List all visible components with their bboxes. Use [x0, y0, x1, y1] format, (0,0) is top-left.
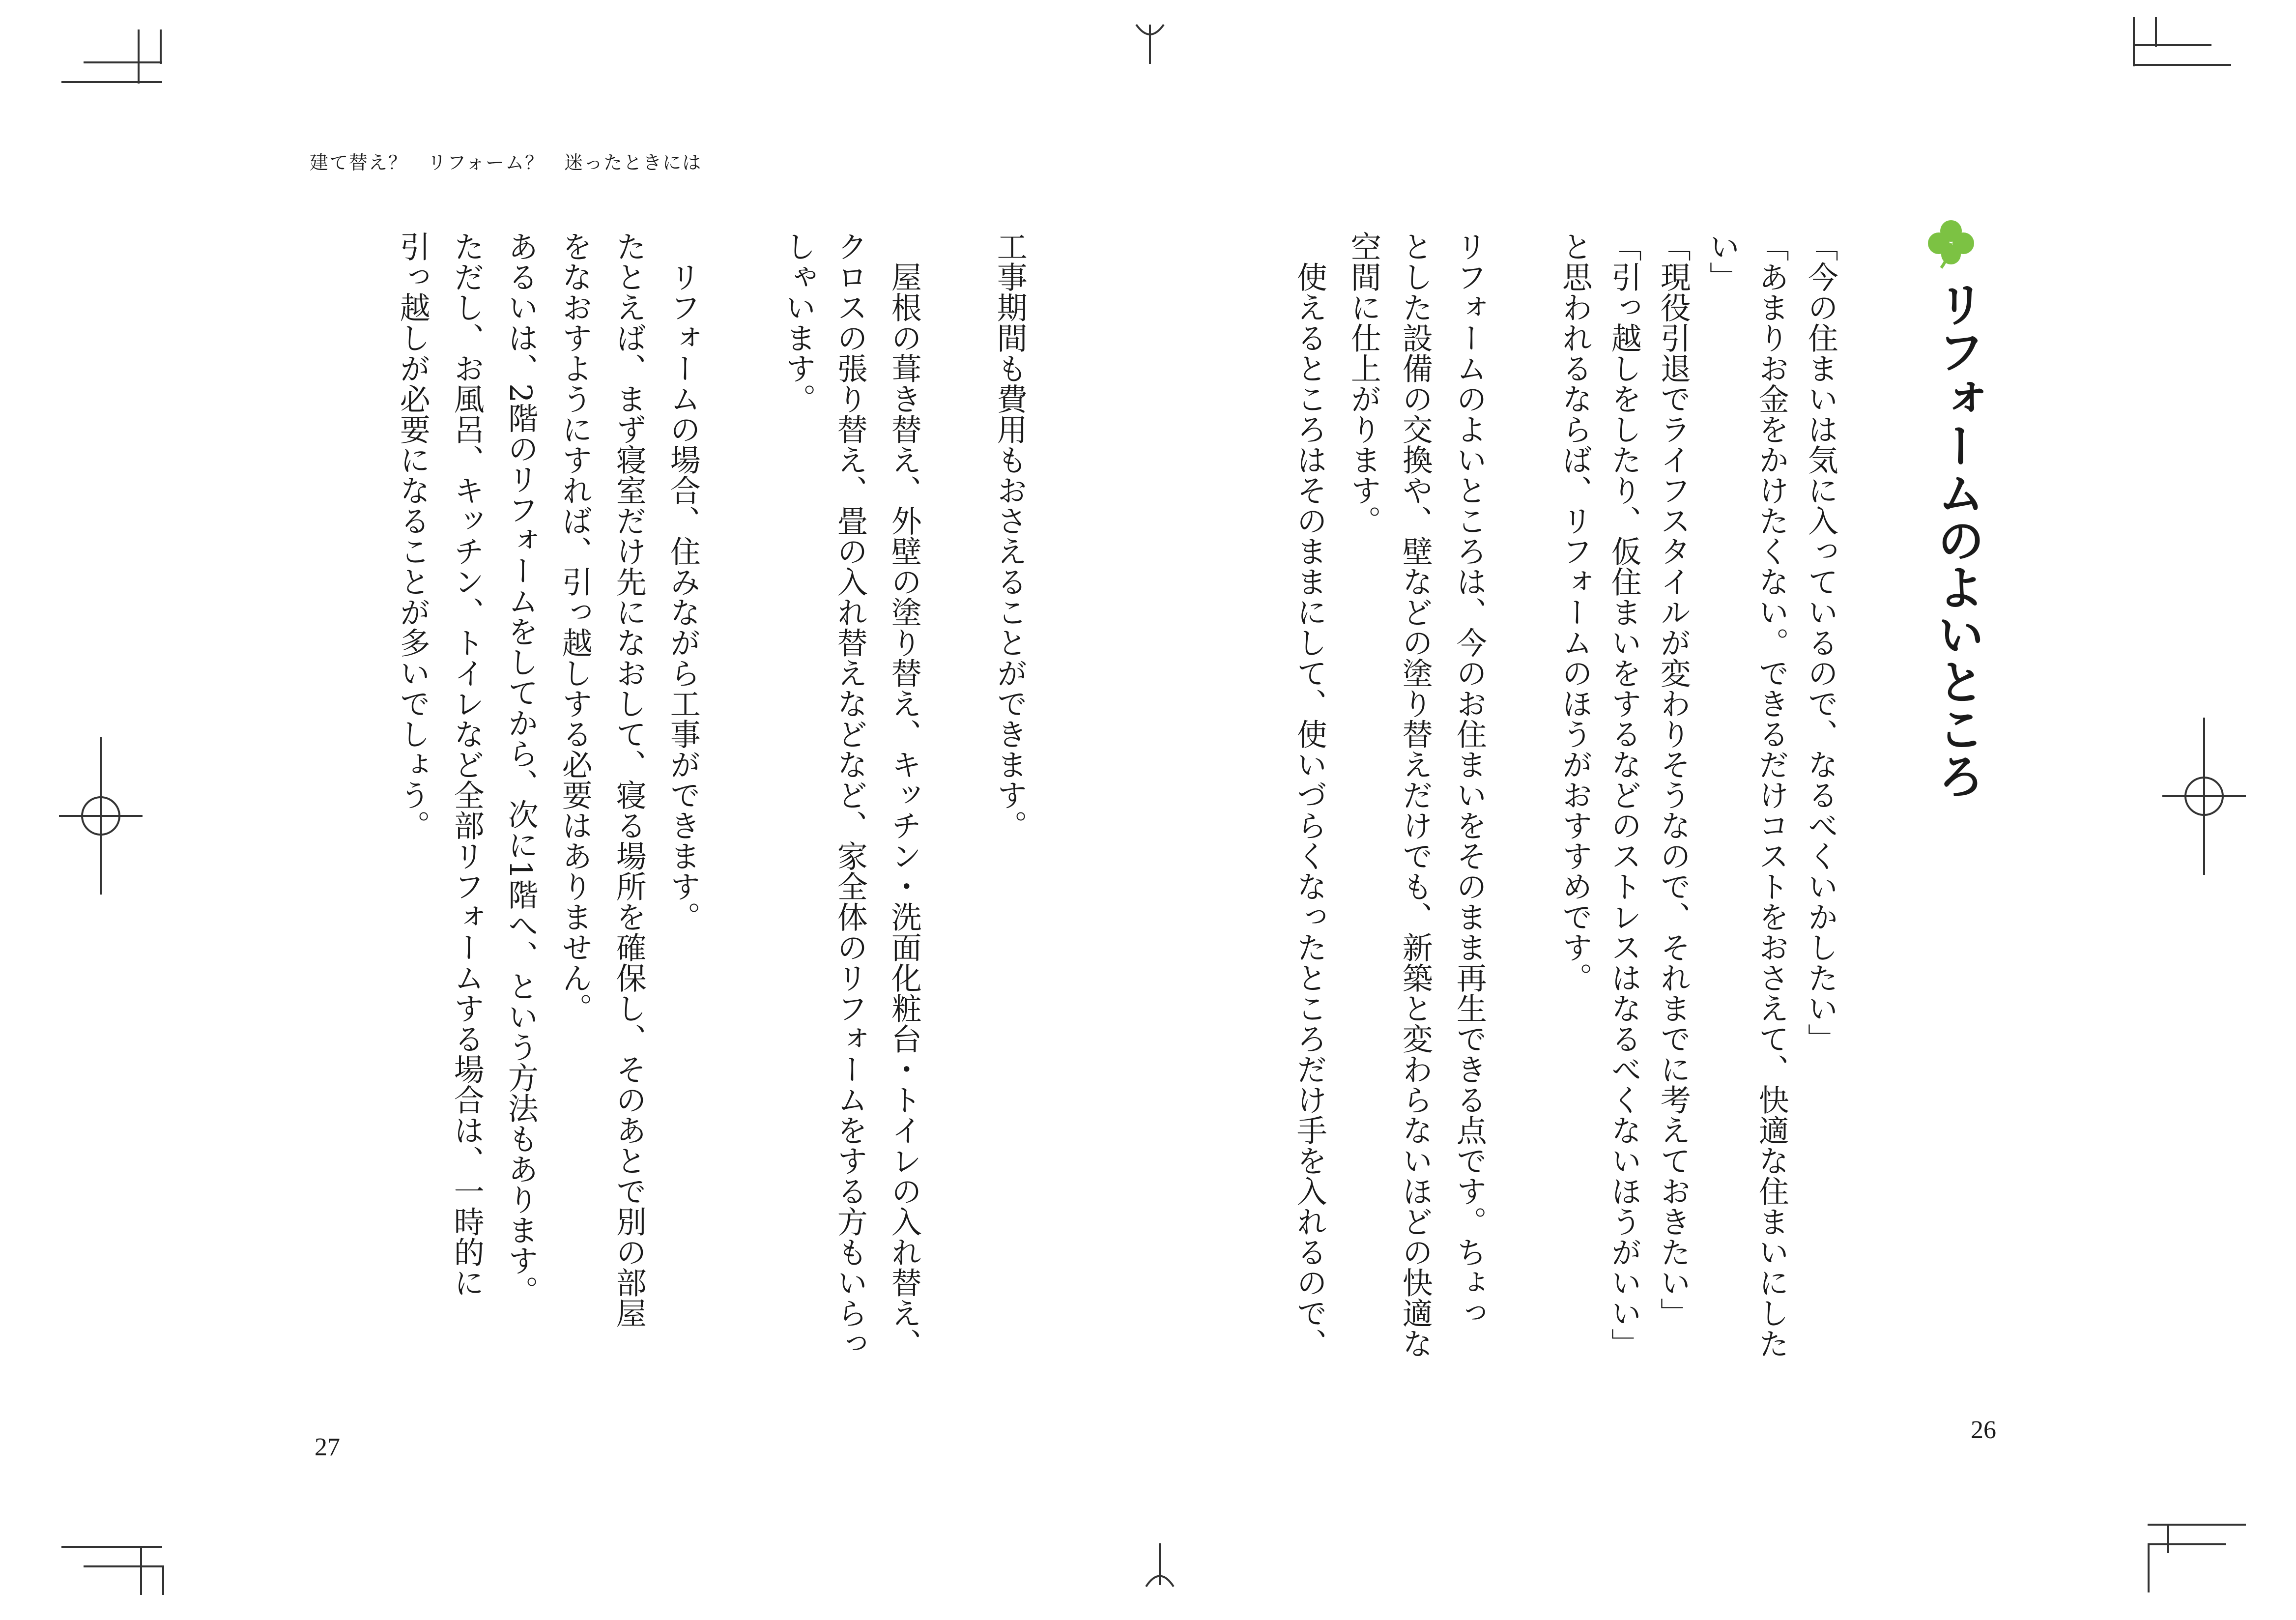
- running-head: 建て替え？ リフォーム？ 迷ったときには: [310, 152, 702, 174]
- text-line: とした設備の交換や、壁などの塗り替えだけでも、新築と変わらないほどの快適な: [1397, 231, 1434, 1359]
- center-mark-bottom: [1140, 1543, 1179, 1597]
- text-line: 「今の住まいは気に入っているので、なるべくいかしたい」: [1803, 231, 1839, 1054]
- center-mark-top: [1130, 15, 1170, 64]
- text-line: をなおすようにすれば、引っ越しする必要はありません。: [557, 231, 593, 1023]
- clover-icon: [1924, 216, 1978, 270]
- text-line: リフォームの場合、住みながら工事ができます。: [665, 231, 701, 932]
- text-line: 空間に仕上がります。: [1346, 231, 1382, 536]
- text-line: しゃいます。: [780, 231, 817, 414]
- text-line: 「あまりお金をかけたくない。できるだけコストをおさえて、快適な住まいにした: [1753, 231, 1790, 1359]
- text-line: 使えるところはそのままにして、使いづらくなったところだけ手を入れるので、: [1292, 231, 1328, 1359]
- text-line: 屋根の葺き替え、外壁の塗り替え、キッチン・洗面化粧台・トイレの入れ替え、: [886, 231, 922, 1359]
- text-line: 「現役引退でライフスタイルが変わりそうなので、それまでに考えておきたい」: [1655, 231, 1692, 1328]
- text-line: 引っ越しが必要になることが多いでしょう。: [395, 231, 431, 840]
- text-line: クロスの張り替え、畳の入れ替えなどなど、家全体のリフォームをする方もいらっ: [832, 231, 868, 1359]
- text-line: 工事期間も費用もおさえることができます。: [992, 231, 1028, 840]
- text-line: 「引っ越しをしたり、仮住まいをするなどのストレスはなるべくないほうがいい」: [1606, 231, 1642, 1359]
- section-heading: リフォームのよいところ: [1930, 280, 1985, 799]
- registration-mark-left: [59, 737, 143, 895]
- text-line: あるいは、2階のリフォームをしてから、次に1階へ、という方法もあります。: [503, 231, 539, 1306]
- page-number-right: 26: [1971, 1416, 1996, 1444]
- text-line: い」: [1704, 231, 1741, 292]
- text-line: リフォームのよいところは、今のお住まいをそのまま再生できる点です。ちょっ: [1451, 231, 1488, 1328]
- text-line: たとえば、まず寝室だけ先になおして、寝る場所を確保し、そのあとで別の部屋: [611, 231, 647, 1328]
- registration-mark-right: [2162, 718, 2246, 875]
- page-number-left: 27: [315, 1433, 340, 1461]
- text-line: ただし、お風呂、キッチン、トイレなど全部リフォームする場合は、一時的に: [449, 231, 485, 1298]
- text-line: と思われるならば、リフォームのほうがおすすめです。: [1557, 231, 1593, 993]
